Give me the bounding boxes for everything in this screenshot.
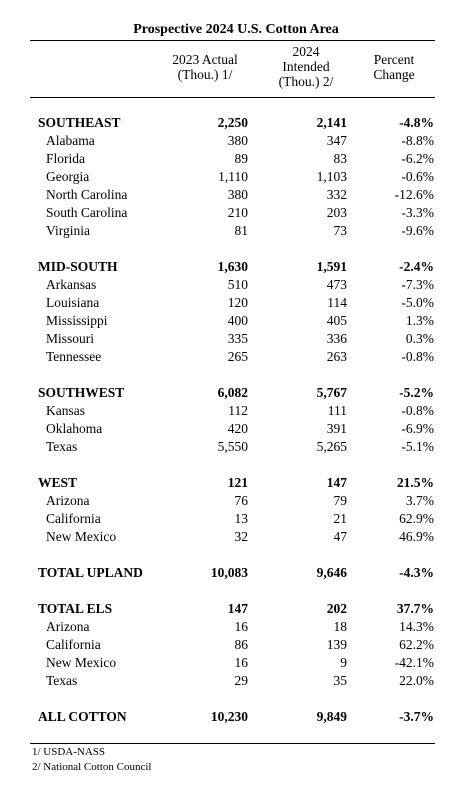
state-row	[0, 528, 472, 546]
actual-2023-cell: 265	[227, 349, 248, 364]
actual-2023-cell: 5,550	[217, 439, 248, 454]
state-row	[0, 492, 472, 510]
region-total-row	[0, 708, 472, 726]
row-label: Mississippi	[46, 313, 108, 328]
state-row	[0, 438, 472, 456]
intended-2024-cell: 18	[333, 619, 347, 634]
actual-2023-cell: 10,230	[210, 709, 248, 724]
state-row	[0, 348, 472, 366]
percent-change-cell: 62.9%	[399, 511, 434, 526]
actual-2023-cell: 120	[227, 295, 248, 310]
actual-2023-cell: 420	[227, 421, 248, 436]
intended-2024-cell: 473	[326, 277, 347, 292]
actual-2023-cell: 510	[227, 277, 248, 292]
percent-change-cell: 62.2%	[399, 637, 434, 652]
intended-2024-cell: 79	[333, 493, 347, 508]
state-row	[0, 636, 472, 654]
header-line: 2024	[292, 44, 320, 59]
state-row	[0, 312, 472, 330]
row-label: Texas	[46, 673, 78, 688]
state-row	[0, 672, 472, 690]
intended-2024-cell: 9,646	[316, 565, 347, 580]
intended-2024-cell: 336	[326, 331, 347, 346]
state-row	[0, 168, 472, 186]
header-line: Percent	[373, 52, 415, 67]
state-row	[0, 132, 472, 150]
percent-change-cell: 1.3%	[405, 313, 434, 328]
intended-2024-cell: 5,767	[316, 385, 347, 400]
intended-2024-cell: 1,591	[316, 259, 347, 274]
row-label: Missouri	[46, 331, 95, 346]
row-label: TOTAL UPLAND	[38, 565, 143, 580]
header-2023-actual	[160, 52, 250, 82]
intended-2024-cell: 9,849	[316, 709, 347, 724]
header-2024-intended	[262, 44, 350, 89]
actual-2023-cell: 76	[234, 493, 248, 508]
row-label: Georgia	[46, 169, 90, 184]
intended-2024-cell: 5,265	[316, 439, 347, 454]
percent-change-cell: -3.3%	[401, 205, 434, 220]
row-label: Oklahoma	[46, 421, 103, 436]
row-label: California	[46, 511, 101, 526]
row-label: Texas	[46, 439, 78, 454]
actual-2023-cell: 380	[227, 187, 248, 202]
percent-change-cell: -5.0%	[401, 295, 434, 310]
percent-change-cell: 0.3%	[405, 331, 434, 346]
region-total-row	[0, 474, 472, 492]
actual-2023-cell: 16	[234, 619, 248, 634]
row-label: Arizona	[46, 493, 90, 508]
percent-change-cell: 22.0%	[399, 673, 434, 688]
state-row	[0, 420, 472, 438]
actual-2023-cell: 147	[227, 601, 248, 616]
percent-change-cell: 46.9%	[399, 529, 434, 544]
row-label: TOTAL ELS	[38, 601, 113, 616]
row-label: Tennessee	[46, 349, 102, 364]
row-label: Virginia	[46, 223, 90, 238]
row-label: SOUTHWEST	[38, 385, 125, 400]
header-percent-change	[360, 52, 428, 82]
percent-change-cell: -6.2%	[401, 151, 434, 166]
intended-2024-cell: 332	[326, 187, 347, 202]
percent-change-cell: -3.7%	[399, 709, 434, 724]
row-label: SOUTHEAST	[38, 115, 121, 130]
actual-2023-cell: 1,630	[217, 259, 248, 274]
row-label: Alabama	[46, 133, 95, 148]
row-label: WEST	[38, 475, 78, 490]
state-row	[0, 510, 472, 528]
row-label: Florida	[46, 151, 85, 166]
state-row	[0, 204, 472, 222]
actual-2023-cell: 16	[234, 655, 248, 670]
header-line: Intended	[282, 59, 330, 74]
percent-change-cell: -4.3%	[399, 565, 434, 580]
intended-2024-cell: 35	[333, 673, 347, 688]
percent-change-cell: -0.6%	[401, 169, 434, 184]
actual-2023-cell: 86	[234, 637, 248, 652]
state-row	[0, 276, 472, 294]
row-label: South Carolina	[46, 205, 128, 220]
state-row	[0, 402, 472, 420]
percent-change-cell: -2.4%	[399, 259, 434, 274]
actual-2023-cell: 32	[234, 529, 248, 544]
actual-2023-cell: 89	[234, 151, 248, 166]
row-label: North Carolina	[46, 187, 128, 202]
row-label: New Mexico	[46, 655, 117, 670]
intended-2024-cell: 347	[326, 133, 347, 148]
percent-change-cell: -8.8%	[401, 133, 434, 148]
intended-2024-cell: 263	[326, 349, 347, 364]
intended-2024-cell: 1,103	[316, 169, 347, 184]
actual-2023-cell: 6,082	[217, 385, 248, 400]
percent-change-cell: -42.1%	[394, 655, 434, 670]
row-label: MID-SOUTH	[38, 259, 118, 274]
row-label: Arkansas	[46, 277, 97, 292]
state-row	[0, 294, 472, 312]
state-row	[0, 222, 472, 240]
percent-change-cell: -4.8%	[399, 115, 434, 130]
header-top-rule	[30, 40, 435, 41]
intended-2024-cell: 73	[333, 223, 347, 238]
actual-2023-cell: 29	[234, 673, 248, 688]
row-label: California	[46, 637, 101, 652]
region-total-row	[0, 258, 472, 276]
intended-2024-cell: 2,141	[316, 115, 347, 130]
percent-change-cell: 14.3%	[399, 619, 434, 634]
intended-2024-cell: 83	[333, 151, 347, 166]
percent-change-cell: 3.7%	[405, 493, 434, 508]
percent-change-cell: -0.8%	[401, 349, 434, 364]
state-row	[0, 618, 472, 636]
state-row	[0, 150, 472, 168]
percent-change-cell: -9.6%	[401, 223, 434, 238]
percent-change-cell: -0.8%	[401, 403, 434, 418]
region-total-row	[0, 114, 472, 132]
actual-2023-cell: 121	[227, 475, 248, 490]
state-row	[0, 654, 472, 672]
actual-2023-cell: 2,250	[217, 115, 248, 130]
header-line: Change	[373, 67, 415, 82]
header-line: 2023 Actual	[172, 52, 238, 67]
intended-2024-cell: 203	[326, 205, 347, 220]
intended-2024-cell: 139	[326, 637, 347, 652]
intended-2024-cell: 405	[326, 313, 347, 328]
region-total-row	[0, 600, 472, 618]
percent-change-cell: 37.7%	[396, 601, 434, 616]
percent-change-cell: -12.6%	[394, 187, 434, 202]
actual-2023-cell: 13	[234, 511, 248, 526]
footnote-ncc: 2/ National Cotton Council	[32, 761, 152, 773]
actual-2023-cell: 380	[227, 133, 248, 148]
intended-2024-cell: 9	[340, 655, 347, 670]
percent-change-cell: -7.3%	[401, 277, 434, 292]
row-label: Kansas	[46, 403, 85, 418]
footnote-usda: 1/ USDA-NASS	[32, 746, 106, 758]
actual-2023-cell: 400	[227, 313, 248, 328]
header-line: (Thou.) 2/	[278, 74, 334, 89]
state-row	[0, 330, 472, 348]
intended-2024-cell: 21	[333, 511, 347, 526]
actual-2023-cell: 81	[234, 223, 248, 238]
intended-2024-cell: 111	[327, 403, 347, 418]
intended-2024-cell: 147	[326, 475, 347, 490]
actual-2023-cell: 210	[227, 205, 248, 220]
actual-2023-cell: 112	[228, 403, 248, 418]
row-label: Louisiana	[46, 295, 100, 310]
row-label: New Mexico	[46, 529, 117, 544]
actual-2023-cell: 10,083	[210, 565, 248, 580]
actual-2023-cell: 1,110	[218, 169, 248, 184]
intended-2024-cell: 114	[327, 295, 347, 310]
region-total-row	[0, 384, 472, 402]
header-bottom-rule	[30, 97, 435, 98]
state-row	[0, 186, 472, 204]
table-title: Prospective 2024 U.S. Cotton Area	[133, 22, 339, 37]
percent-change-cell: -5.1%	[401, 439, 434, 454]
row-label: ALL COTTON	[38, 709, 127, 724]
header-line: (Thou.) 1/	[177, 67, 233, 82]
intended-2024-cell: 391	[326, 421, 347, 436]
table-bottom-rule	[30, 743, 435, 744]
row-label: Arizona	[46, 619, 90, 634]
intended-2024-cell: 47	[333, 529, 347, 544]
intended-2024-cell: 202	[326, 601, 347, 616]
percent-change-cell: -5.2%	[399, 385, 434, 400]
percent-change-cell: -6.9%	[401, 421, 434, 436]
region-total-row	[0, 564, 472, 582]
actual-2023-cell: 335	[227, 331, 248, 346]
percent-change-cell: 21.5%	[396, 475, 434, 490]
